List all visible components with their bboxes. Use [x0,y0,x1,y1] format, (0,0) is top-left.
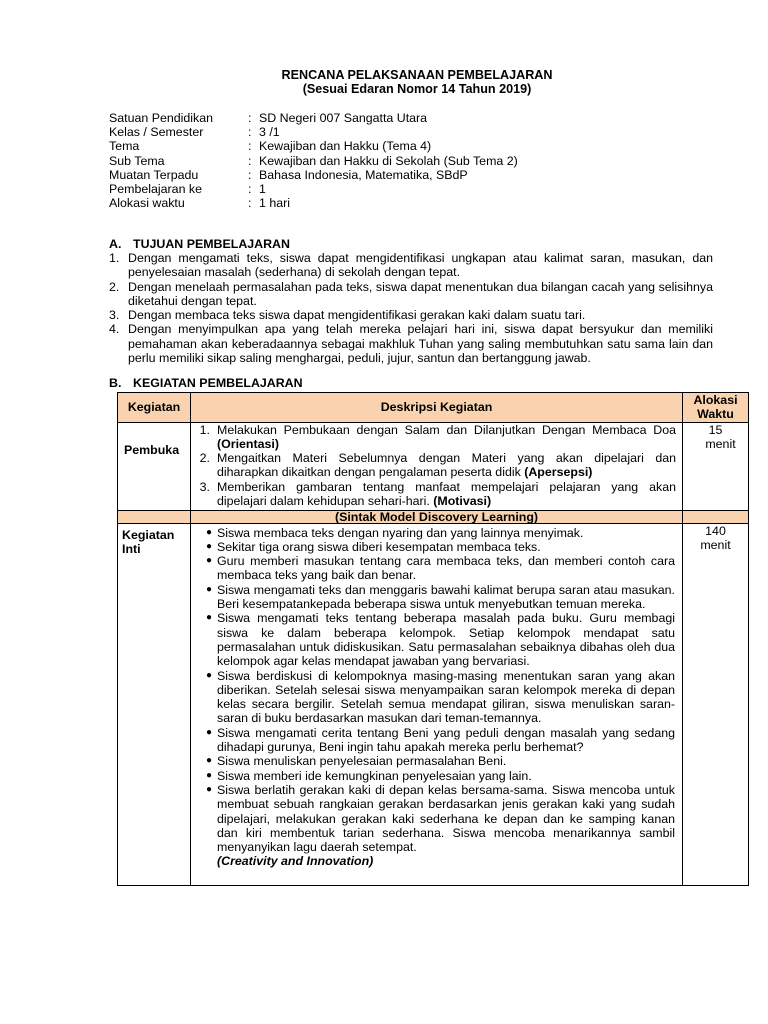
inti-item [191,540,675,554]
identity-block [109,111,518,210]
inti-item [191,583,675,612]
pembuka-item-body: Melakukan Pembukaan dengan Salam dan Dilanjutkan Dengan Membaca Doa [217,422,676,437]
meta-label: Satuan Pendidikan [109,111,214,125]
meta-row [109,196,518,210]
inti-item [191,769,675,783]
inti-item-text: Siswa memberi ide kemungkinan penyelesaian yang lain. [217,768,532,783]
meta-colon: : [248,125,252,140]
inti-item-text: Siswa mengamati cerita tentang Beni yang peduli dengan masalah yang sedang dihadapi gurunya, Beni ingin tahu apakah mereka perlu berhemat? [217,725,675,755]
meta-row [109,168,518,182]
inti-label-line1: Kegiatan [122,527,175,542]
pembuka-item-body: Memberikan gambaran tentang manfaat mempelajari pelajaran yang akan dipelajari dalam kehidupan sehari-hari. [217,479,676,509]
inti-list [191,524,682,855]
inti-item [191,754,675,768]
meta-value: Bahasa Indonesia, Matematika, SBdP [259,167,468,182]
inti-time [683,523,749,885]
table-header-row [118,393,749,423]
meta-value: 1 hari [259,196,290,211]
inti-item [191,783,675,854]
inti-label-line2: Inti [122,541,141,556]
objectives-list [109,251,713,365]
inti-time-value: 140 [705,523,726,538]
objective-text: Dengan membaca teks siswa dapat mengidentifikasi gerakan kaki dalam suatu tari. [128,308,586,323]
bullet-icon: ● [205,526,213,538]
inti-description [191,523,683,885]
meta-value: SD Negeri 007 Sangatta Utara [259,111,428,125]
objective-number: 3. [109,308,120,323]
meta-label: Alokasi waktu [109,196,185,211]
objective-number: 2. [109,279,120,294]
sintak-label: (Sintak Model Discovery Learning) [191,510,683,523]
meta-colon: : [248,181,252,196]
objective-item [109,322,713,365]
meta-colon: : [248,111,252,125]
pembuka-row [118,422,749,510]
pembuka-item [191,423,676,452]
pembuka-item-number: 2. [199,451,210,466]
inti-item-text: Siswa mengamati teks tentang beberapa masalah pada buku. Guru membagi siswa ke dalam beberapa kelompok. Setiap kelompok mendapat satu permasalahan untuk didiskusikan. Satu permasalahan sebaiknya dibahas oleh dua kelompok agar kelas mendapat jawaban yang bervariasi. [217,611,675,669]
inti-item-text: Siswa berlatih gerakan kaki di depan kelas bersama-sama. Siswa mencoba untuk membuat sebuah rangkaian gerakan berdasarkan jenis gerakan kaki yang sudah dipelajari, melakukan gerakan kaki sederhana ke depan dan ke samping kanan dan kiri membentuk tarian sederhana. Siswa mencoba menarikannya sambil menyanyikan lagu daerah setempat. [217,782,675,855]
meta-value: 1 [259,181,266,196]
pembuka-item-tag: (Motivasi) [433,494,492,509]
meta-colon: : [248,139,252,154]
inti-item-text: Siswa mengamati teks dan menggaris bawahi kalimat berupa saran atau masukan. Beri kesempatankepada beberapa siswa untuk menyebutkan temuan mereka. [217,582,675,612]
meta-colon: : [248,153,252,168]
meta-label: Sub Tema [109,153,165,168]
meta-row [109,125,518,139]
meta-value: Kewajiban dan Hakku di Sekolah (Sub Tema 2) [259,153,518,168]
header-alokasi: Alokasi Waktu [683,393,749,423]
inti-closing: (Creativity and Innovation) [217,854,374,869]
meta-row [109,154,518,168]
pembuka-item [191,480,676,509]
objective-number: 1. [109,251,120,265]
inti-item-text: Sekitar tiga orang siswa diberi kesempatan membaca teks. [217,539,541,554]
pembuka-item-tag: (Orientasi) [217,436,279,451]
pembuka-time-value: 15 [708,422,723,437]
meta-value: 3 /1 [259,125,280,140]
inti-label [118,523,191,885]
meta-row [109,182,518,196]
inti-item [191,554,675,583]
inti-item-text: Siswa berdiskusi di kelompoknya masing-masing menentukan saran yang akan diberikan. Setelah selesai siswa menyampaikan saran kelompok mereka di depan kelas secara bergilir. Setelah semua mendapat giliran, siswa menuliskan saran-saran di buku berdasarkan masukan dari teman-temannya. [217,668,675,726]
objective-text: Dengan menelaah permasalahan pada teks, siswa dapat menentukan dua bilangan cacah yang selisihnya diketahui dengan tepat. [128,279,713,308]
inti-item-text: Siswa menuliskan penyelesaian permasalahan Beni. [217,754,507,769]
section-b-heading [109,376,303,390]
pembuka-item-text [217,480,676,509]
meta-label: Kelas / Semester [109,125,204,140]
objective-item [109,308,713,322]
sintak-row [118,510,749,523]
pembuka-time-unit: menit [705,436,736,451]
bullet-icon: ● [205,612,213,624]
objective-item [109,280,713,309]
objective-number: 4. [109,322,120,337]
pembuka-item-text [217,423,676,452]
meta-colon: : [248,196,252,211]
activities-table [117,392,749,886]
objective-text: Dengan mengamati teks, siswa dapat mengidentifikasi ungkapan atau kalimat saran, masukan, dan penyelesaian masalah (sederhana) di sekolah dengan tepat. [128,251,713,280]
meta-label: Tema [109,139,140,154]
bullet-icon: ● [205,783,213,795]
section-a-heading [109,237,290,251]
sintak-right-cell [683,510,749,523]
section-b-title: KEGIATAN PEMBELAJARAN [133,376,303,390]
inti-item [191,526,675,540]
bullet-icon: ● [205,755,213,767]
meta-row [109,139,518,153]
document-subtitle: (Sesuai Edaran Nomor 14 Tahun 2019) [302,82,532,96]
inti-time-unit: menit [700,537,731,552]
bullet-icon: ● [205,726,213,738]
document-title: RENCANA PELAKSANAAN PEMBELAJARAN [281,68,553,82]
section-a-title: TUJUAN PEMBELAJARAN [133,237,290,251]
meta-value: Kewajiban dan Hakku (Tema 4) [259,139,432,154]
objective-item [109,251,713,280]
section-b-letter: B. [109,376,122,390]
pembuka-list [191,423,682,509]
meta-label: Muatan Terpadu [109,167,199,182]
inti-item-text: Siswa membaca teks dengan nyaring dan yang lainnya menyimak. [217,525,584,540]
inti-item [191,669,675,726]
meta-label: Pembelajaran ke [109,181,202,196]
inti-item [191,611,675,668]
pembuka-label: Pembuka [118,422,191,510]
bullet-icon: ● [205,555,213,567]
header-deskripsi: Deskripsi Kegiatan [191,393,683,423]
header-kegiatan: Kegiatan [118,393,191,423]
pembuka-item-text [217,451,676,480]
bullet-icon: ● [205,669,213,681]
inti-item [191,726,675,755]
bullet-icon: ● [205,769,213,781]
bullet-icon: ● [205,583,213,595]
section-a-letter: A. [109,237,122,251]
meta-colon: : [248,167,252,182]
pembuka-item-number: 1. [199,422,210,437]
pembuka-item-number: 3. [199,479,210,494]
pembuka-time [683,422,749,510]
pembuka-item [191,451,676,480]
pembuka-description [191,422,683,510]
inti-item-text: Guru memberi masukan tentang cara membaca teks, dan memberi contoh cara membaca teks yang baik dan benar. [217,554,675,583]
pembuka-item-tag: (Apersepsi) [524,465,593,480]
meta-row [109,111,518,125]
pembuka-item-body: Mengaitkan Materi Sebelumnya dengan Materi yang akan dipelajari dan diharapkan dikaitkan dengan pengalaman peserta didik [217,451,676,480]
inti-row [118,523,749,885]
bullet-icon: ● [205,540,213,552]
sintak-left-cell [118,510,191,523]
objective-text: Dengan menyimpulkan apa yang telah mereka pelajari hari ini, siswa dapat bersyukur dan memiliki pemahaman akan keberadaannya sebagai makhluk Tuhan yang saling membutuhkan satu sama lain dan perlu memiliki sikap saling menghargai, peduli, jujur, santun dan bertanggung jawab. [128,322,713,366]
